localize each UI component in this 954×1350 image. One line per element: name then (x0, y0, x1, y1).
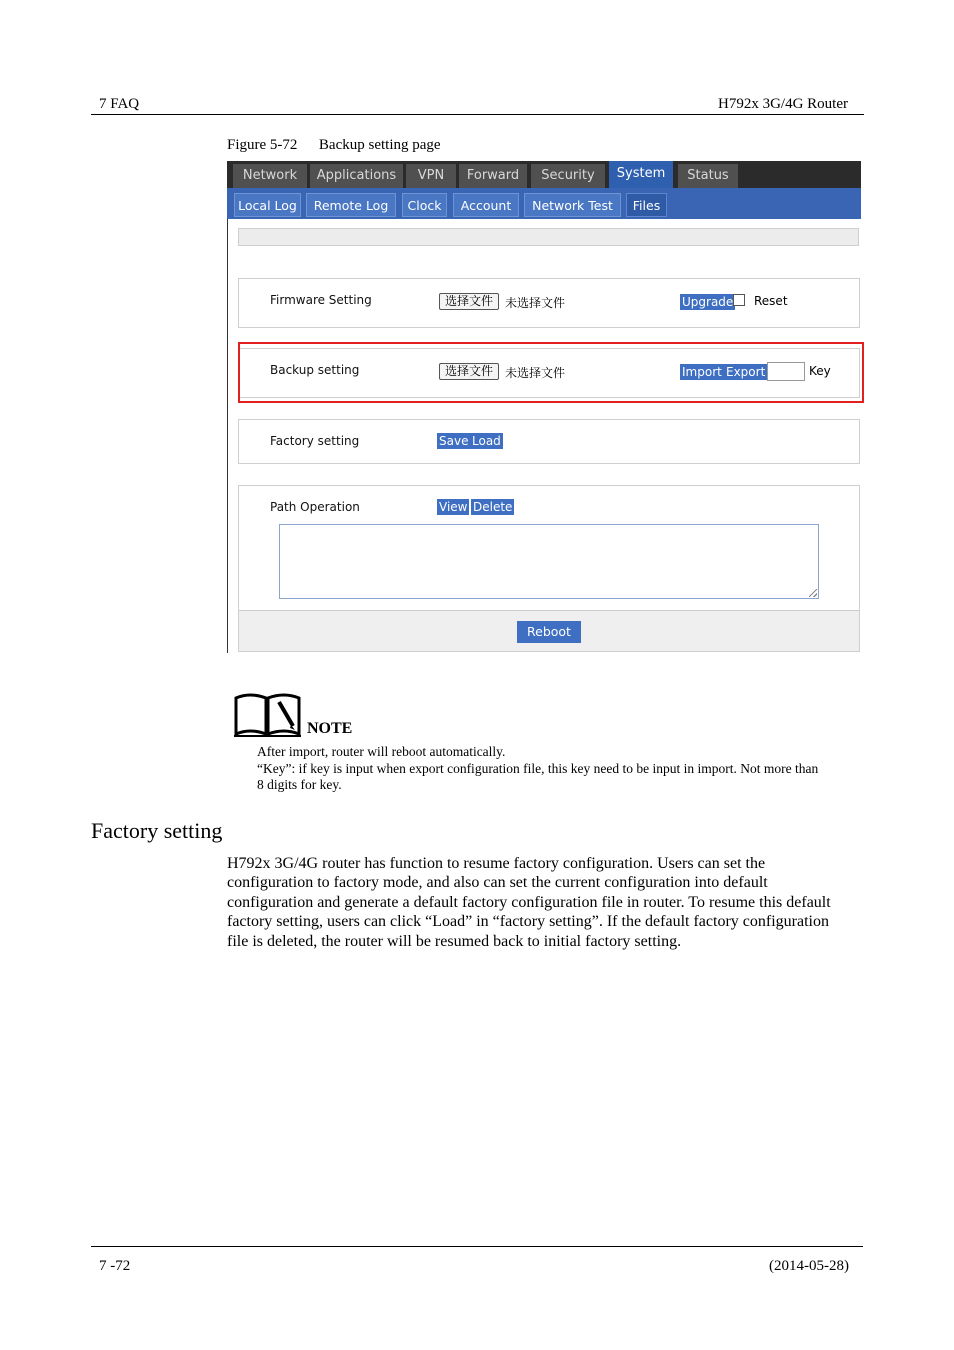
backup-highlight-box (238, 342, 864, 403)
title-bar (238, 228, 859, 246)
tab-applications[interactable]: Applications (310, 164, 403, 188)
open-book-pen-icon (233, 690, 303, 738)
reboot-button[interactable]: Reboot (517, 621, 581, 643)
top-nav (227, 161, 861, 188)
path-panel (238, 485, 860, 611)
reset-label: Reset (754, 294, 788, 308)
paragraph-line: configuration to factory mode, and also can set the current configuration into default (227, 874, 768, 892)
header-rule (91, 114, 864, 115)
note-title: NOTE (307, 720, 353, 737)
delete-button[interactable]: Delete (473, 500, 513, 514)
key-label: Key (809, 364, 831, 378)
tab-forward[interactable]: Forward (459, 164, 527, 188)
figure-title: Backup setting page (318, 137, 441, 153)
import-button[interactable]: Import (682, 365, 722, 379)
factory-panel (238, 419, 860, 464)
firmware-label: Firmware Setting (270, 293, 372, 307)
save-button[interactable]: Save (439, 434, 469, 448)
firmware-panel (238, 278, 860, 328)
subtab-files[interactable]: Files (626, 193, 667, 217)
upgrade-button[interactable]: Upgrade (682, 295, 734, 309)
subtab-local-log[interactable]: Local Log (234, 193, 301, 217)
section-heading: Factory setting (91, 818, 223, 843)
header-chapter: 7 FAQ (99, 96, 140, 112)
header-product: H792x 3G/4G Router (718, 96, 848, 112)
router-ui-screenshot (227, 161, 861, 653)
paragraph-line: factory setting, users can click “Load” in “factory setting”. If the default factory configuration (227, 913, 829, 931)
backup-choose-file-button[interactable]: 选择文件 (439, 363, 499, 380)
factory-label: Factory setting (270, 434, 360, 448)
note-line: “Key”: if key is input when export configuration file, this key need to be input in import. Not more than (257, 760, 819, 776)
tab-status[interactable]: Status (678, 164, 738, 188)
firmware-choose-file-button[interactable]: 选择文件 (439, 293, 499, 310)
backup-no-file-text: 未选择文件 (505, 366, 566, 380)
figure-number: Figure 5-72 (227, 137, 298, 153)
export-button[interactable]: Export (726, 365, 766, 379)
subtab-account[interactable]: Account (453, 193, 519, 217)
paragraph-line: configuration and generate a default factory configuration file in router. To resume this default (227, 893, 831, 911)
subtab-remote-log[interactable]: Remote Log (306, 193, 396, 217)
paragraph-line: H792x 3G/4G router has function to resume factory configuration. Users can set the (227, 855, 766, 872)
sub-nav (227, 188, 861, 219)
footer-rule (91, 1246, 863, 1247)
subtab-network-test[interactable]: Network Test (524, 193, 621, 217)
firmware-no-file-text: 未选择文件 (505, 296, 566, 310)
footer-page-number: 7 -72 (99, 1258, 131, 1274)
tab-network[interactable]: Network (233, 164, 307, 188)
path-label: Path Operation (270, 500, 360, 514)
reboot-bar (238, 610, 860, 652)
note-body (257, 744, 867, 794)
ui-border (227, 161, 228, 653)
tab-vpn[interactable]: VPN (406, 164, 456, 188)
footer-date: (2014-05-28) (769, 1258, 849, 1274)
tab-security[interactable]: Security (531, 164, 605, 188)
view-button[interactable]: View (439, 500, 468, 514)
note-line: After import, router will reboot automatically. (257, 744, 506, 759)
note-line: 8 digits for key. (257, 777, 342, 792)
tab-system[interactable]: System (609, 161, 673, 188)
section-paragraph (227, 854, 867, 951)
figure-caption (227, 137, 441, 154)
subtab-clock[interactable]: Clock (402, 193, 447, 217)
backup-label: Backup setting (270, 363, 360, 377)
path-textarea[interactable] (279, 524, 819, 599)
paragraph-line: file is deleted, the router will be resumed back to initial factory setting. (227, 932, 682, 950)
reset-checkbox[interactable] (733, 294, 745, 306)
resize-grip-icon[interactable] (809, 589, 817, 597)
load-button[interactable]: Load (472, 434, 501, 448)
